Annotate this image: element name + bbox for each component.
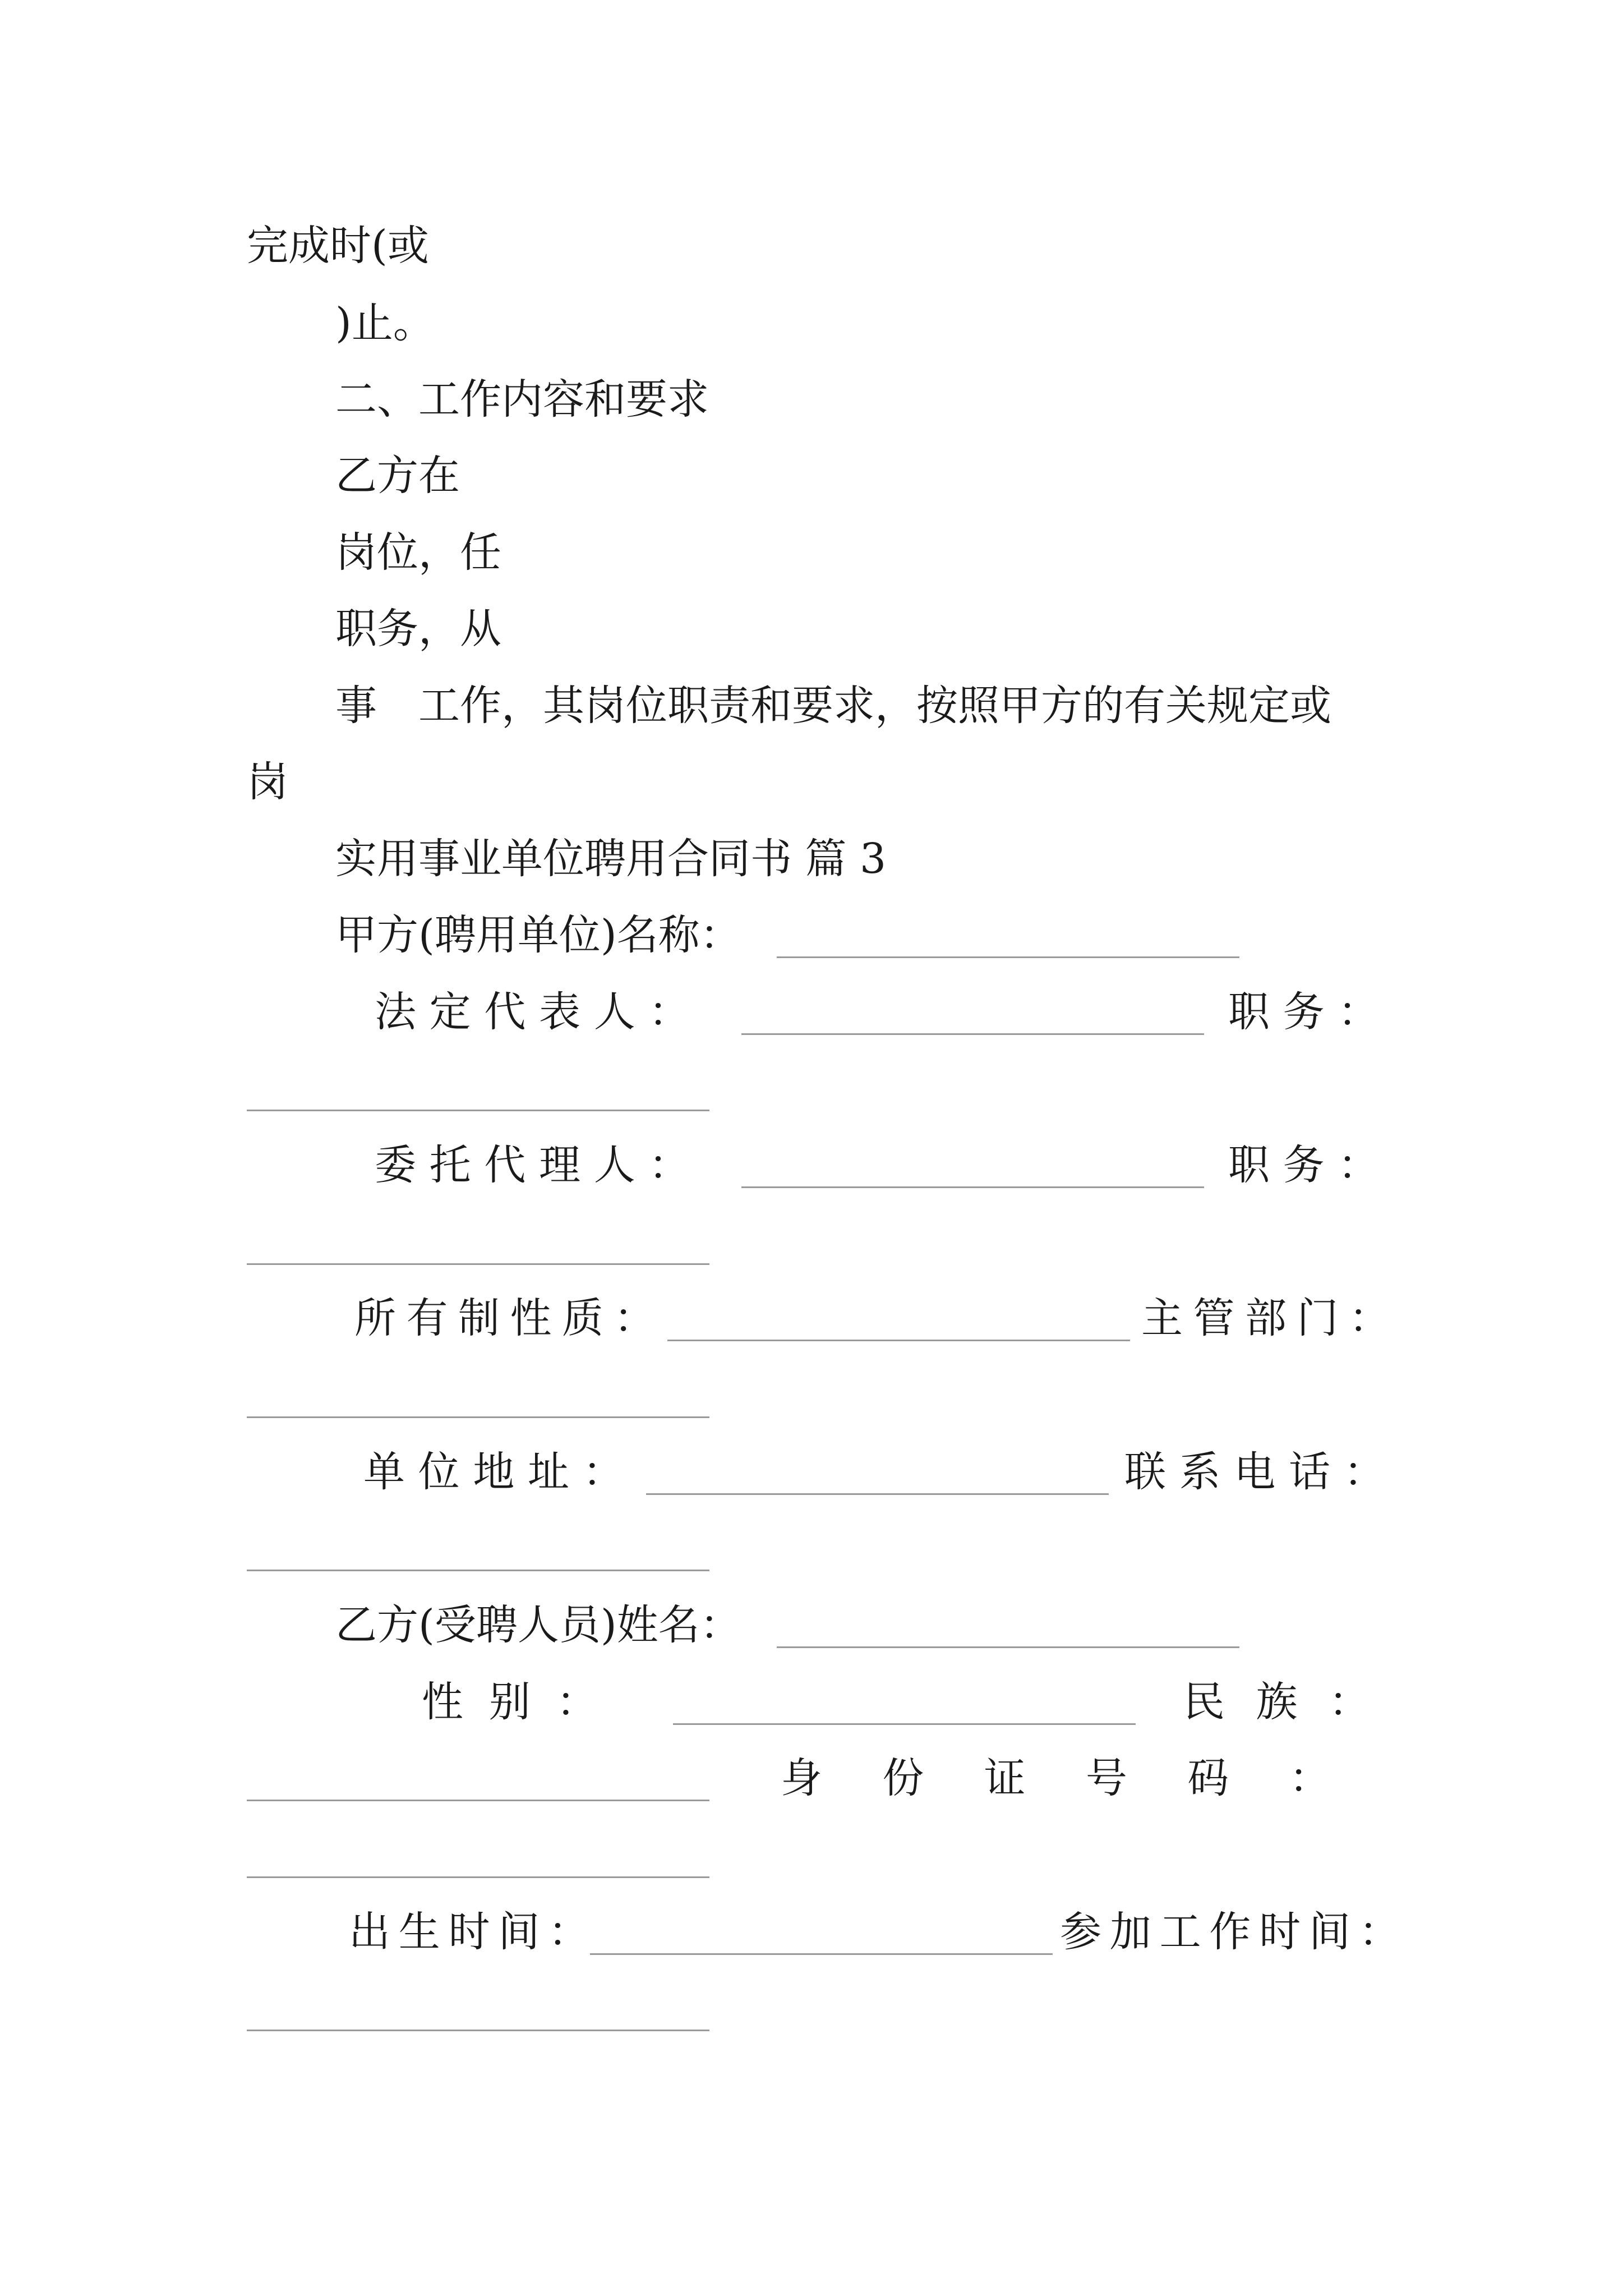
text-line: 事 工作，其岗位职责和要求，按照甲方的有关规定或 <box>335 682 1331 730</box>
text-line: 职务，从 <box>335 605 501 653</box>
text-line: 乙方在 <box>335 452 460 500</box>
section-heading: 二、工作内容和要求 <box>335 375 709 424</box>
legal-rep-label: 法定代表人： <box>375 988 704 1036</box>
phone-label: 联系电话： <box>1124 1448 1399 1496</box>
agent-blank[interactable] <box>741 1186 1204 1188</box>
agent-label: 委托代理人： <box>375 1141 704 1189</box>
id-number-label: 身份证号码： <box>781 1754 1391 1802</box>
text-line: )止。 <box>335 299 435 347</box>
legal-rep-blank[interactable] <box>741 1033 1204 1035</box>
employer-name-blank[interactable] <box>777 956 1239 958</box>
work-start-label: 参加工作时间： <box>1060 1908 1409 1956</box>
employer-name-label: 甲方(聘用单位)名称： <box>335 911 741 959</box>
work-start-blank[interactable] <box>247 2030 709 2031</box>
text-line: 岗 <box>247 758 288 806</box>
contract-title: 实用事业单位聘用合同书 篇 3 <box>335 835 887 883</box>
ownership-blank[interactable] <box>667 1340 1130 1341</box>
title-label: 职务： <box>1228 1141 1393 1189</box>
gender-label: 性别： <box>422 1678 624 1726</box>
title-blank[interactable] <box>247 1263 709 1265</box>
dept-blank[interactable] <box>247 1416 709 1418</box>
address-blank[interactable] <box>646 1493 1109 1495</box>
id-number-blank[interactable] <box>247 1876 709 1878</box>
title-label: 职务： <box>1228 988 1393 1036</box>
address-label: 单位地址： <box>363 1448 638 1496</box>
ethnicity-blank[interactable] <box>247 1800 709 1801</box>
text-line: 岗位，任 <box>335 528 501 577</box>
birth-date-label: 出生时间： <box>349 1908 598 1956</box>
gender-blank[interactable] <box>673 1723 1136 1725</box>
ownership-label: 所有制性质： <box>354 1294 666 1342</box>
employee-name-label: 乙方(受聘人员)姓名： <box>335 1601 741 1649</box>
title-blank[interactable] <box>247 1110 709 1111</box>
dept-label: 主管部门： <box>1141 1294 1401 1342</box>
birth-date-blank[interactable] <box>590 1953 1053 1955</box>
ethnicity-label: 民族： <box>1183 1678 1401 1726</box>
text-line: 完成时(或 <box>247 222 429 270</box>
employee-name-blank[interactable] <box>777 1646 1239 1648</box>
phone-blank[interactable] <box>247 1570 709 1571</box>
